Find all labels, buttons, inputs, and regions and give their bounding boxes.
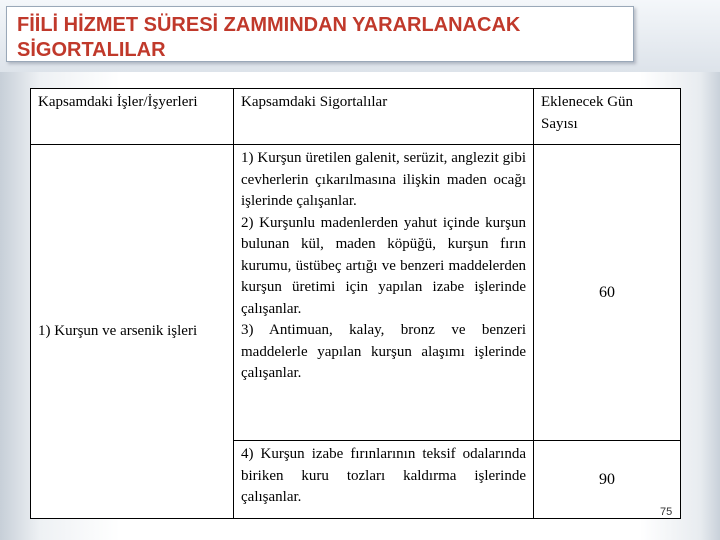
job-category-cell: 1) Kurşun ve arsenik işleri — [31, 145, 234, 519]
slide-title-line-1: FİİLİ HİZMET SÜRESİ ZAMMINDAN YARARLANACAK — [17, 14, 521, 36]
insured-cell — [234, 145, 534, 441]
page-number: 75 — [660, 506, 673, 518]
insured-cell — [234, 441, 534, 519]
header-row — [31, 89, 681, 145]
title-box — [6, 6, 634, 62]
insured-item: 3) Antimuan, kalay, bronz ve benzeri maddelerle yapılan kurşun alaşımı işlerinde çalışanlar. — [241, 322, 526, 381]
insured-item: 2) Kurşunlu madenlerden yahut içinde kurşun bulunan kül, maden köpüğü, kurşun fırın kurumu, üstübeç artığı ve benzeri maddelerden kurşun üretimi için yapılan izabe işlerinde çalışanlar. — [241, 214, 526, 317]
days-cell: 60 — [534, 145, 681, 441]
slide-title-line-2: SİGORTALILAR — [17, 39, 166, 61]
insured-item: 4) Kurşun izabe fırınlarının teksif odalarında biriken kuru tozları kaldırma işlerinde çalışanlar. — [241, 446, 526, 505]
header-days: Eklenecek Gün Sayısı — [534, 89, 681, 145]
days-cell: 90 — [534, 441, 681, 519]
insured-table — [30, 88, 681, 519]
insured-item: 1) Kurşun üretilen galenit, serüzit, anglezit gibi cevherlerin çıkarılmasına ilişkin maden ocağı işlerinde çalışanlar. — [241, 150, 526, 209]
header-insured: Kapsamdaki Sigortalılar — [234, 89, 534, 145]
header-jobs: Kapsamdaki İşler/İşyerleri — [31, 89, 234, 145]
slide-title — [17, 13, 520, 63]
table-row — [31, 145, 681, 441]
